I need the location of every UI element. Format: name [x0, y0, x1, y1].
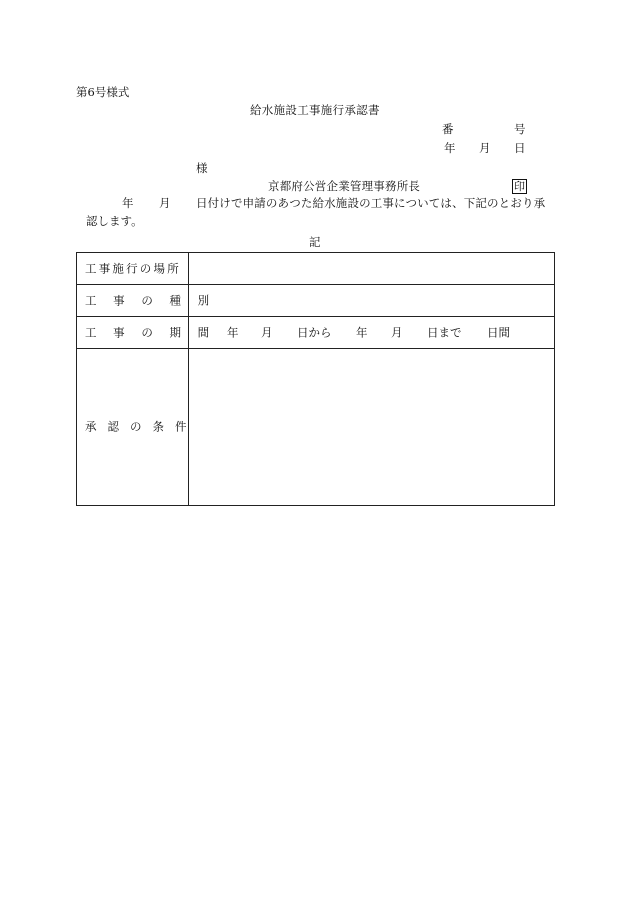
body-text-line2: 認します。 [86, 214, 143, 228]
period-value-cell[interactable] [189, 317, 554, 348]
type-label-cell [77, 285, 210, 316]
location-value-cell[interactable] [189, 253, 554, 284]
date-day-label: 日 [514, 141, 526, 155]
period-label-char: 事 [113, 324, 125, 339]
period-label-char: 間 [197, 324, 210, 339]
date-year-label: 年 [444, 141, 456, 155]
period-year-end: 年 [356, 324, 368, 339]
body-month-label: 月 [159, 196, 171, 210]
issuer-name: 京都府公営企業管理事務所長 [268, 179, 421, 193]
body-text-rest: 日付けで申請のあつた給水施設の工事については、下記のとおり承 [196, 196, 546, 210]
seal-mark: 印 [514, 180, 525, 193]
document-title: 給水施設工事施行承認書 [250, 103, 380, 117]
period-label-cell [77, 317, 210, 348]
type-label-char: 工 [85, 292, 97, 307]
conditions-label-cell [77, 349, 189, 505]
conditions-label-char: の [130, 419, 142, 434]
type-label-char: の [141, 292, 153, 307]
conditions-label-char: 条 [152, 419, 164, 434]
location-label-cell [77, 253, 189, 284]
period-year-start: 年 [227, 324, 239, 339]
conditions-label-char: 件 [175, 419, 187, 434]
period-days: 日間 [487, 324, 510, 339]
conditions-label-char: 承 [85, 419, 97, 434]
body-year-label: 年 [122, 196, 134, 210]
type-label-char: 別 [197, 292, 210, 307]
type-label-char: 事 [113, 292, 125, 307]
period-label-char: の [141, 324, 153, 339]
period-from: 日から [297, 324, 332, 339]
date-month-label: 月 [479, 141, 491, 155]
approval-table [76, 252, 555, 506]
table-row-location [77, 253, 554, 285]
ki-heading: 記 [309, 235, 321, 249]
period-until: 日まで [427, 324, 462, 339]
addressee-suffix: 様 [196, 161, 208, 175]
period-month-end: 月 [391, 324, 403, 339]
location-label: 工事施行の場所 [85, 260, 181, 275]
type-label-char: 種 [169, 292, 181, 307]
form-number: 第6号様式 [76, 85, 130, 99]
table-row-period [77, 317, 554, 349]
number-ban-label: 番 [442, 122, 454, 136]
conditions-label-char: 認 [107, 419, 119, 434]
period-label-char: 期 [169, 324, 181, 339]
conditions-label [85, 421, 187, 433]
table-row-type [77, 285, 554, 317]
type-value-cell[interactable] [189, 285, 554, 316]
period-month-start: 月 [261, 324, 273, 339]
table-row-conditions [77, 349, 554, 505]
conditions-value-cell[interactable] [189, 349, 554, 505]
period-label-char: 工 [85, 324, 97, 339]
number-go-label: 号 [514, 122, 526, 136]
